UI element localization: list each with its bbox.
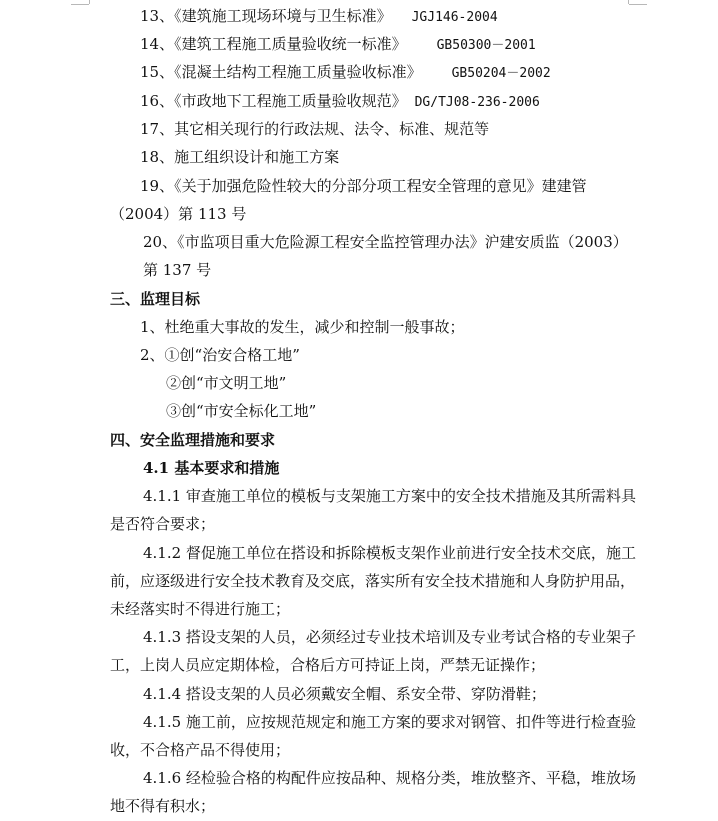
crop-mark-left-h <box>71 4 89 5</box>
para-4-1-3-line2: 工，上岗人员应定期体检，合格后方可持证上岗，严禁无证操作； <box>110 656 546 674</box>
ref-20-line1: 20、《市监项目重大危险源工程安全监控管理办法》沪建安质监（2003） <box>143 233 628 251</box>
para-4-1-6-line2: 地不得有积水； <box>110 797 216 815</box>
goal-item-2: 2、①创“治安合格工地” <box>140 346 300 364</box>
ref-14-title: 14、《建筑工程施工质量验收统一标准》 <box>140 35 407 53</box>
ref-15-code: GB50204－2002 <box>451 66 551 81</box>
ref-19-line1: 19、《关于加强危险性较大的分部分项工程安全管理的意见》建建管 <box>140 177 587 195</box>
para-4-1-2-line2: 前，应逐级进行安全技术教育及交底，落实所有安全技术措施和人身防护用品， <box>110 572 636 590</box>
para-4-1-1-line2: 是否符合要求； <box>110 515 216 533</box>
para-4-1-3-line1: 4.1.3 搭设支架的人员，必须经过专业技术培训及专业考试合格的专业架子 <box>143 628 636 646</box>
section-4-heading: 四、安全监理措施和要求 <box>110 431 276 449</box>
para-4-1-2-line1: 4.1.2 督促施工单位在搭设和拆除模板支架作业前进行安全技术交底，施工 <box>143 544 636 562</box>
goal-item-2b: ②创“市文明工地” <box>166 374 287 392</box>
subsection-4-1-heading: 4.1 基本要求和措施 <box>143 459 280 477</box>
ref-13-title: 13、《建筑施工现场环境与卫生标准》 <box>140 7 392 25</box>
para-4-1-1-line1: 4.1.1 审查施工单位的模板与支架施工方案中的安全技术措施及其所需料具 <box>143 487 636 505</box>
ref-20-line2: 第 137 号 <box>143 261 212 279</box>
ref-16-title: 16、《市政地下工程施工质量验收规范》 <box>140 92 407 110</box>
ref-17: 17、其它相关现行的行政法规、法令、标准、规范等 <box>140 120 490 138</box>
ref-14 <box>140 34 536 56</box>
ref-16-code: DG/TJ08-236-2006 <box>414 95 540 110</box>
para-4-1-6-line1: 4.1.6 经检验合格的构配件应按品种、规格分类，堆放整齐、平稳，堆放场 <box>143 769 636 787</box>
ref-15 <box>140 62 551 84</box>
ref-16 <box>140 91 540 113</box>
crop-mark-left <box>89 0 90 4</box>
para-4-1-2-line3: 未经落实时不得进行施工； <box>110 600 291 618</box>
para-4-1-4: 4.1.4 搭设支架的人员必须戴安全帽、系安全带、穿防滑鞋； <box>143 685 546 703</box>
section-3-heading: 三、监理目标 <box>110 290 201 308</box>
ref-13-code: JGJ146-2004 <box>411 10 498 25</box>
ref-15-title: 15、《混凝土结构工程施工质量验收标准》 <box>140 63 422 81</box>
ref-18: 18、施工组织设计和施工方案 <box>140 148 340 166</box>
ref-14-code: GB50300－2001 <box>436 38 536 53</box>
crop-mark-right-h <box>629 4 647 5</box>
para-4-1-5-line2: 收，不合格产品不得使用； <box>110 741 291 759</box>
goal-item-2c: ③创“市安全标化工地” <box>166 402 317 420</box>
para-4-1-5-line1: 4.1.5 施工前，应按规范规定和施工方案的要求对钢管、扣件等进行检查验 <box>143 713 636 731</box>
ref-13 <box>140 6 498 28</box>
ref-19-line2: （2004）第 113 号 <box>110 205 247 223</box>
goal-item-1: 1、杜绝重大事故的发生，减少和控制一般事故； <box>140 318 465 336</box>
